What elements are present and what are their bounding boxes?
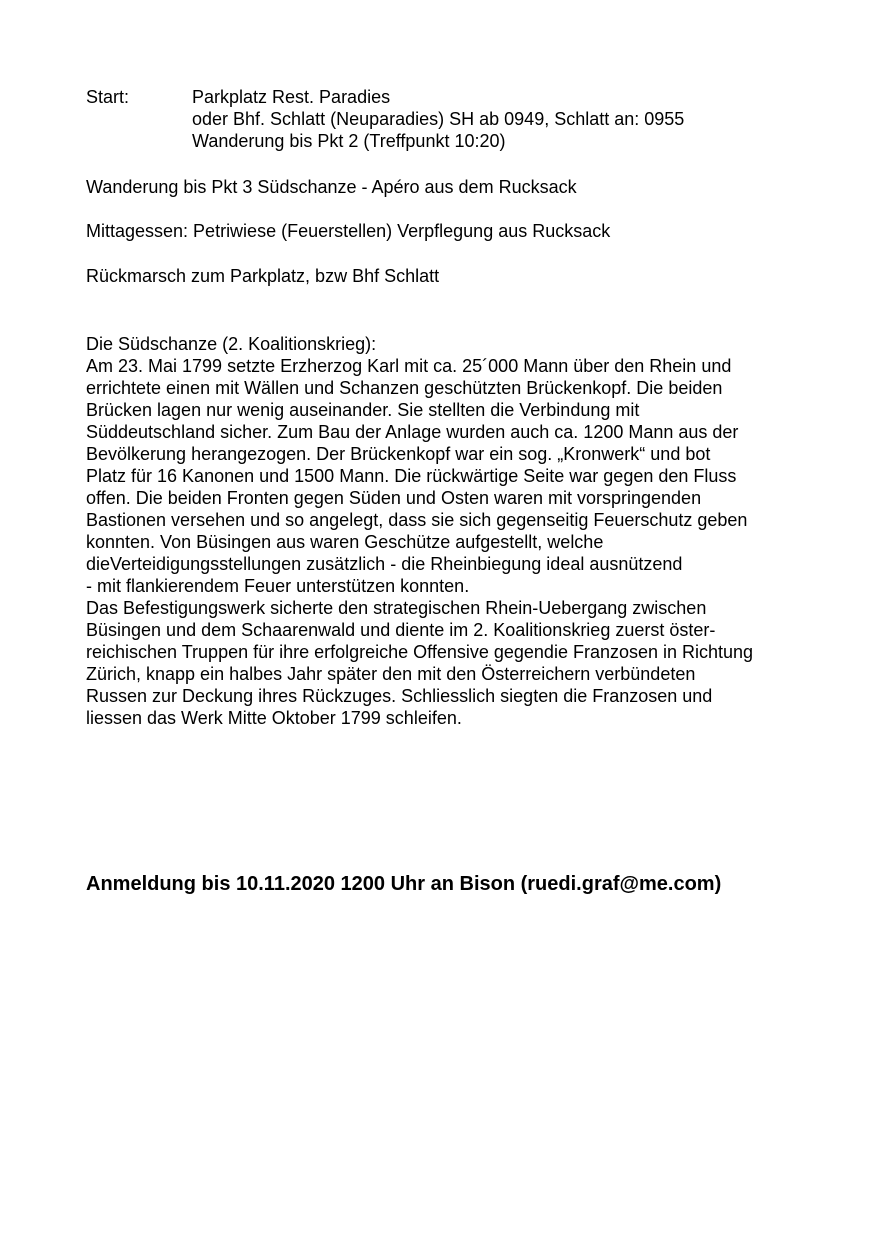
history-heading: Die Südschanze (2. Koalitionskrieg): (86, 334, 377, 354)
history-line: Brücken lagen nur wenig auseinander. Sie stellten die Verbindung mit (86, 400, 640, 420)
history-line: Am 23. Mai 1799 setzte Erzherzog Karl mit ca. 25´000 Mann über den Rhein und (86, 356, 732, 376)
history-line: dieVerteidigungsstellungen zusätzlich - die Rheinbiegung ideal ausnützend (86, 554, 683, 574)
history-line: Das Befestigungswerk sicherte den strategischen Rhein-Uebergang zwischen (86, 598, 707, 618)
history-line: Süddeutschland sicher. Zum Bau der Anlage wurden auch ca. 1200 Mann aus der (86, 422, 739, 442)
history-line: reichischen Truppen für ihre erfolgreiche Offensive gegendie Franzosen in Richtung (86, 642, 754, 662)
history-line: - mit flankierendem Feuer unterstützen konnten. (86, 576, 470, 596)
history-line: errichtete einen mit Wällen und Schanzen geschützten Brückenkopf. Die beiden (86, 378, 723, 398)
history-line: Büsingen und dem Schaarenwald und diente im 2. Koalitionskrieg zuerst öster- (86, 620, 716, 640)
start-line-bahnhof: oder Bhf. Schlatt (Neuparadies) SH ab 0949, Schlatt an: 0955 (192, 109, 685, 129)
start-details (192, 86, 684, 152)
history-line: liessen das Werk Mitte Oktober 1799 schleifen. (86, 708, 462, 728)
wanderung-line: Wanderung bis Pkt 3 Südschanze - Apéro aus dem Rucksack (86, 177, 577, 197)
history-line: Bastionen versehen und so angelegt, dass sie sich gegenseitig Feuerschutz geben (86, 510, 748, 530)
start-line-treffpunkt: Wanderung bis Pkt 2 (Treffpunkt 10:20) (192, 131, 506, 151)
history-line: Russen zur Deckung ihres Rückzuges. Schliesslich siegten die Franzosen und (86, 686, 713, 706)
start-line-parkplatz: Parkplatz Rest. Paradies (192, 87, 391, 107)
rueckmarsch-line: Rückmarsch zum Parkplatz, bzw Bhf Schlatt (86, 266, 440, 286)
signup-notice: Anmeldung bis 10.11.2020 1200 Uhr an Bison (ruedi.graf@me.com) (86, 873, 722, 895)
history-line: Platz für 16 Kanonen und 1500 Mann. Die rückwärtige Seite war gegen den Fluss (86, 466, 737, 486)
history-line: konnten. Von Büsingen aus waren Geschütze aufgestellt, welche (86, 532, 604, 552)
history-line: offen. Die beiden Fronten gegen Süden und Osten waren mit vorspringenden (86, 488, 702, 508)
start-label: Start: (86, 87, 130, 107)
mittagessen-line: Mittagessen: Petriwiese (Feuerstellen) Verpflegung aus Rucksack (86, 221, 611, 241)
schedule-section (86, 86, 846, 152)
history-section (86, 333, 826, 729)
history-line: Zürich, knapp ein halbes Jahr später den mit den Österreichern verbündeten (86, 664, 696, 684)
history-line: Bevölkerung herangezogen. Der Brückenkopf war ein sog. „Kronwerk“ und bot (86, 444, 711, 464)
start-row (86, 86, 846, 152)
